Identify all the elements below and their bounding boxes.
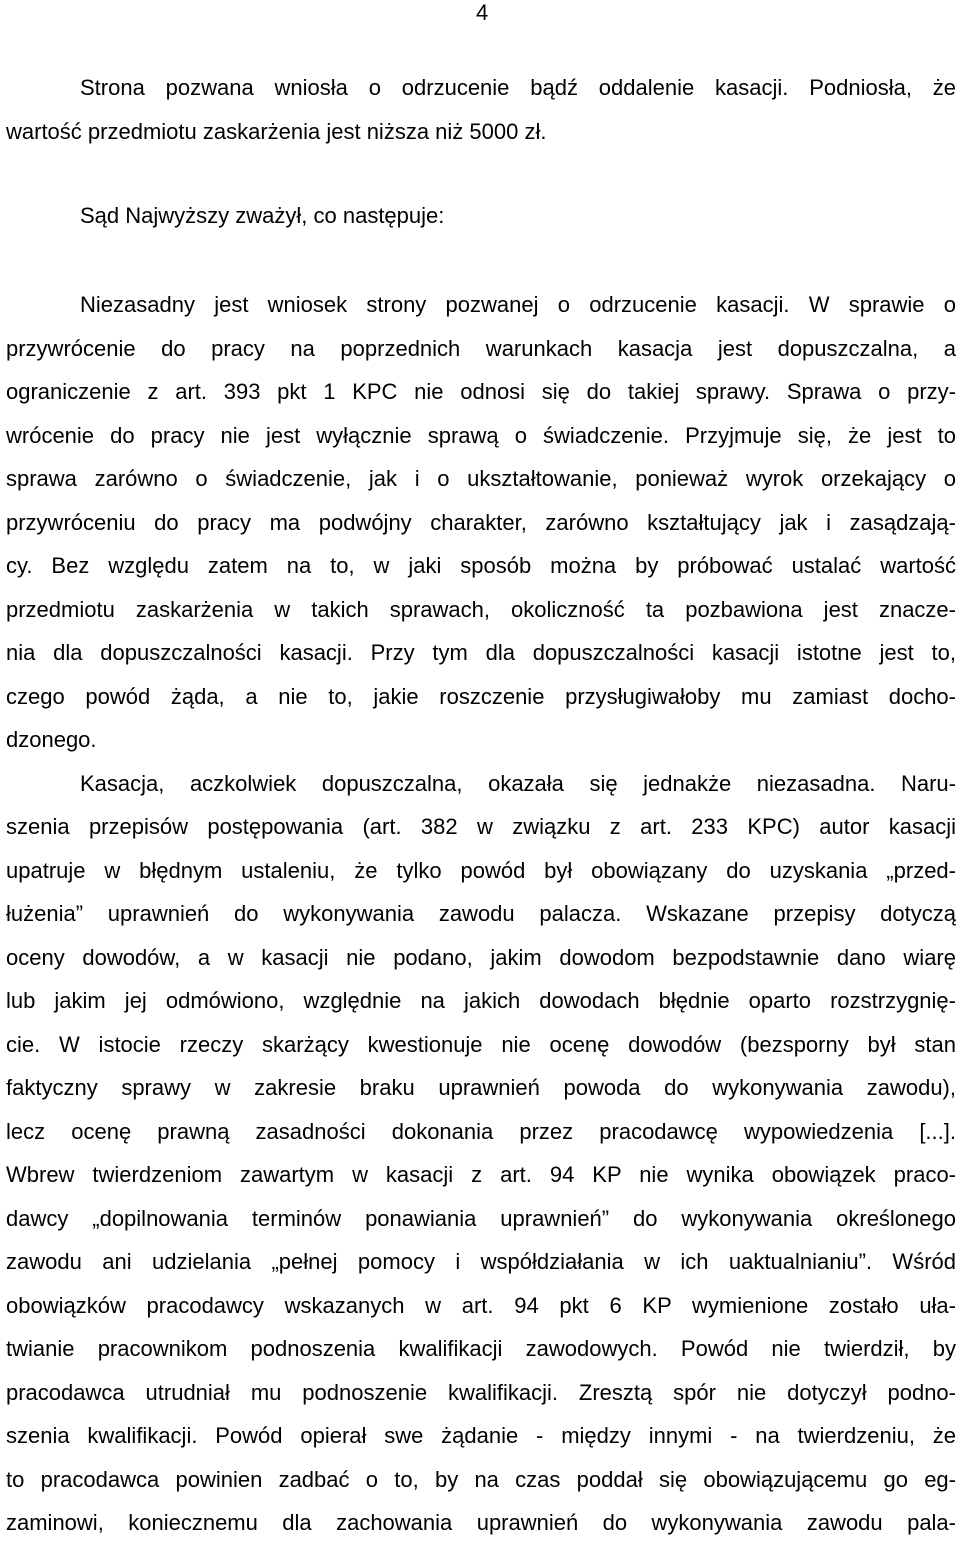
text-line: twianie pracownikom podnoszenia kwalifikacji zawodowych. Powód nie twierdził, by [6,1336,956,1361]
text-line: Kasacja, aczkolwiek dopuszczalna, okazała się jednakże niezasadna. Naru- [80,770,956,796]
text-line: oceny dowodów, a w kasacji nie podano, jakim dowodom bezpodstawnie dano wiarę [6,944,956,970]
text-line: Wbrew twierdzeniom zawartym w kasacji z art. 94 KP nie wynika obowiązek praco- [6,1162,956,1187]
text-line: Strona pozwana wniosła o odrzucenie bądź oddalenie kasacji. Podniosła, że [80,75,956,100]
text-line: łużenia” uprawnień do wykonywania zawodu palacza. Wskazane przepisy dotyczą [6,901,956,926]
text-line: szenia kwalifikacji. Powód opierał swe żądanie - między innymi - na twierdzeniu, że [6,1423,956,1448]
text-line: przedmiotu zaskarżenia w takich sprawach, okoliczność ta pozbawiona jest znacze- [6,596,956,622]
text-line: szenia przepisów postępowania (art. 382 w związku z art. 233 KPC) autor kasacji [6,814,956,839]
page-number: 4 [476,0,489,25]
text-line: wrócenie do pracy nie jest wyłącznie sprawą o świadczenie. Przyjmuje się, że jest to [6,422,956,448]
text-line: przywrócenie do pracy na poprzednich warunkach kasacja jest dopuszczalna, a [6,335,956,361]
text-line: dzonego. [6,727,97,752]
text-line: obowiązków pracodawcy wskazanych w art. 94 pkt 6 KP wymienione zostało uła- [6,1292,956,1318]
text-line: cy. Bez względu zatem na to, w jaki sposób można by próbować ustalać wartość [6,553,956,578]
text-line: dawcy „dopilnowania terminów ponawiania uprawnień” do wykonywania określonego [6,1205,956,1231]
text-line: lub jakim jej odmówiono, względnie na jakich dowodach błędnie oparto rozstrzygnię- [6,988,956,1013]
text-line: pracodawca utrudniał mu podnoszenie kwalifikacji. Zresztą spór nie dotyczył podno- [6,1379,956,1405]
text-line: nia dla dopuszczalności kasacji. Przy tym dla dopuszczalności kasacji istotne jest to, [6,640,956,665]
text-line: to pracodawca powinien zadbać o to, by na czas poddał się obowiązującemu go eg- [6,1466,956,1492]
text-line: przywróceniu do pracy ma podwójny charakter, zarówno kształtujący jak i zasądzają- [6,509,956,535]
text-line: lecz ocenę prawną zasadności dokonania przez pracodawcę wypowiedzenia [...]. [6,1118,956,1144]
text-line: czego powód żąda, a nie to, jakie roszczenie przysługiwałoby mu zamiast docho- [6,683,956,709]
text-line: cie. W istocie rzeczy skarżący kwestionuje nie ocenę dowodów (bezsporny był stan [6,1031,956,1057]
text-line: sprawa zarówno o świadczenie, jak i o ukształtowanie, ponieważ wyrok orzekający o [6,466,956,491]
text-line: wartość przedmiotu zaskarżenia jest niższa niż 5000 zł. [6,118,547,144]
text-line: zaminowi, koniecznemu dla zachowania uprawnień do wykonywania zawodu pala- [6,1510,956,1535]
paragraph-reasoning [6,283,956,1545]
text-line: Sąd Najwyższy zważył, co następuje: [80,203,445,228]
paragraph-court-considered [6,194,956,238]
text-line: upatruje w błędnym ustaleniu, że tylko powód był obowiązany do uzyskania „przed- [6,857,956,883]
text-line: faktyczny sprawy w zakresie braku uprawnień powoda do wykonywania zawodu), [6,1075,956,1100]
text-line: Niezasadny jest wniosek strony pozwanej o odrzucenie kasacji. W sprawie o [80,292,956,317]
paragraph-defendant-motion [6,66,956,153]
text-line: zawodu ani udzielania „pełnej pomocy i współdziałania w ich uaktualnianiu”. Wśród [6,1249,956,1274]
text-line: ograniczenie z art. 393 pkt 1 KPC nie odnosi się do takiej sprawy. Sprawa o przy- [6,379,956,404]
